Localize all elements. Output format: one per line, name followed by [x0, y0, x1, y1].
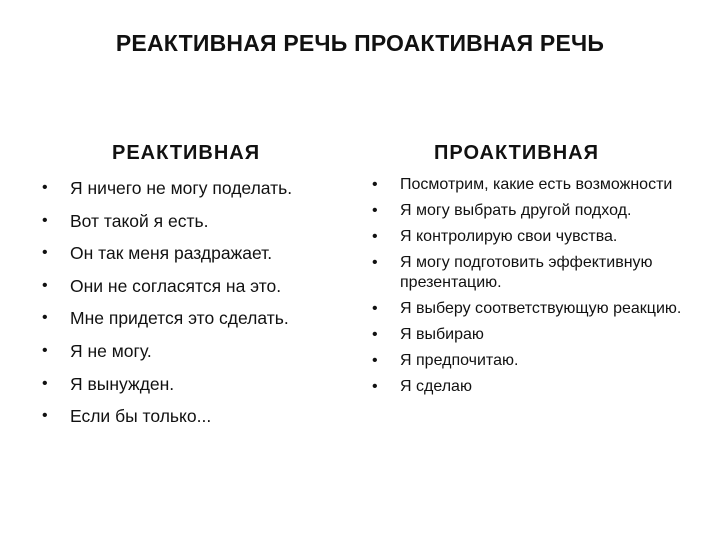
- list-item: [42, 406, 362, 426]
- list-item-text: Посмотрим, какие есть возможности: [400, 176, 673, 193]
- bullet-icon: •: [42, 211, 48, 229]
- bullet-icon: •: [372, 352, 378, 369]
- bullet-icon: •: [42, 309, 48, 327]
- list-item-text: Я выберу соответствующую реакцию.: [400, 300, 682, 317]
- bullet-icon: •: [372, 300, 378, 317]
- list-item-text: Они не согласятся на это.: [70, 275, 282, 296]
- list-item: [42, 211, 362, 231]
- list-item: [372, 377, 692, 397]
- bullet-icon: •: [42, 179, 48, 196]
- list-item: [42, 178, 362, 198]
- proactive-list: [372, 175, 692, 403]
- list-item-text: Я могу выбрать другой подход.: [400, 202, 632, 219]
- list-item: [42, 341, 362, 361]
- list-item-text: Если бы только...: [70, 406, 212, 427]
- list-item-text: Вот такой я есть.: [70, 210, 209, 231]
- list-item-text: Я предпочитаю.: [400, 352, 519, 369]
- bullet-icon: •: [42, 276, 48, 294]
- bullet-icon: •: [372, 176, 378, 193]
- list-item-text: Я выбираю: [400, 326, 484, 343]
- list-item: [372, 351, 692, 371]
- proactive-heading: ПРОАКТИВНАЯ: [434, 142, 599, 164]
- list-item-text: Я не могу.: [70, 340, 152, 361]
- list-item: [42, 308, 362, 328]
- page-title: РЕАКТИВНАЯ РЕЧЬ ПРОАКТИВНАЯ РЕЧЬ: [115, 30, 605, 56]
- reactive-list: [42, 178, 362, 439]
- bullet-icon: •: [42, 244, 48, 262]
- list-item: [372, 227, 692, 247]
- bullet-icon: •: [372, 378, 378, 395]
- list-item: [42, 276, 362, 296]
- list-item: [372, 325, 692, 345]
- list-item: [42, 243, 362, 263]
- reactive-heading: РЕАКТИВНАЯ: [112, 142, 261, 164]
- list-item: [372, 253, 692, 293]
- list-item: [372, 201, 692, 221]
- bullet-icon: •: [42, 341, 48, 359]
- list-item-text: Я сделаю: [400, 378, 472, 395]
- bullet-icon: •: [42, 374, 48, 392]
- list-item-text: Он так меня раздражает.: [70, 243, 273, 264]
- list-item-text: Я ничего не могу поделать.: [70, 178, 293, 198]
- bullet-icon: •: [372, 228, 378, 245]
- list-item-text: Я контролирую свои чувства.: [400, 228, 618, 245]
- bullet-icon: •: [372, 254, 378, 271]
- list-item: [42, 374, 362, 394]
- list-item-text: Я могу подготовить эффективную презентацию.: [400, 254, 653, 291]
- bullet-icon: •: [42, 407, 48, 425]
- bullet-icon: •: [372, 202, 378, 219]
- bullet-icon: •: [372, 326, 378, 343]
- list-item: [372, 299, 692, 319]
- list-item-text: Мне придется это сделать.: [70, 308, 289, 329]
- list-item-text: Я вынужден.: [70, 373, 175, 394]
- list-item: [372, 175, 692, 195]
